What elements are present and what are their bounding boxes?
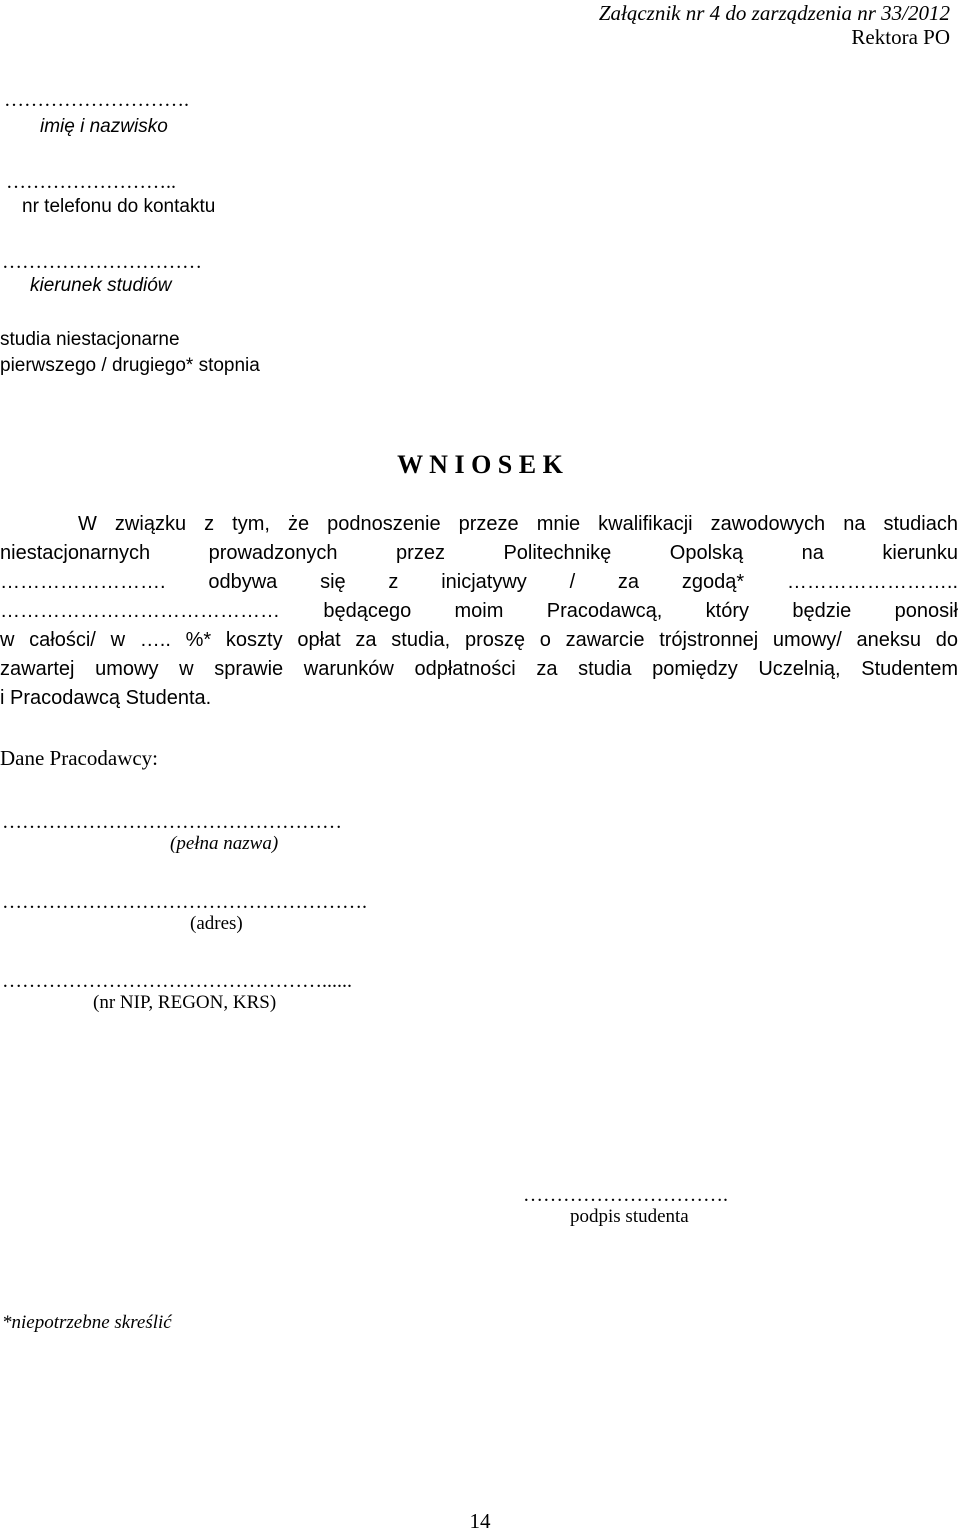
study-mode: studia niestacjonarne (0, 329, 180, 350)
page-number: 14 (469, 1509, 491, 1533)
paragraph-line: niestacjonarnych prowadzonych przez Politechnikę Opolską na kierunku (0, 542, 958, 564)
employer-name-label: (pełna nazwa) (170, 833, 279, 854)
paragraph-line: ……………………. odbywa się z inicjatywy / za zgodą* …………………….. (0, 571, 958, 593)
document-title: W N I O S E K (397, 450, 563, 479)
request-paragraph (0, 510, 958, 713)
study-level: pierwszego / drugiego* stopnia (0, 355, 260, 376)
signature-label: podpis studenta (570, 1206, 689, 1227)
footnote: *niepotrzebne skreślić (2, 1312, 172, 1333)
employer-address-dots[interactable]: ………………………………………………. (2, 891, 367, 913)
paragraph-line: W związku z tym, że podnoszenie przeze mnie kwalifikacji zawodowych na studiach (78, 513, 958, 535)
paragraph-line: …………………………………… będącego moim Pracodawcą, który będzie ponosił (0, 600, 958, 622)
name-field-label: imię i nazwisko (40, 116, 168, 137)
name-field-dots[interactable]: ………………………. (4, 89, 189, 111)
annex-reference: Załącznik nr 4 do zarządzenia nr 33/2012 (598, 1, 950, 25)
course-field-label: kierunek studiów (30, 275, 172, 296)
paragraph-line: w całości/ w ….. %* koszty opłat za studia, proszę o zawarcie trójstronnej umowy/ aneksu do (0, 629, 958, 651)
employer-ids-label: (nr NIP, REGON, KRS) (93, 992, 277, 1013)
phone-field-label: nr telefonu do kontaktu (22, 196, 216, 217)
employer-address-label: (adres) (190, 913, 243, 934)
employer-name-dots[interactable]: …………………………………………… (2, 811, 342, 833)
paragraph-line: i Pracodawcą Studenta. (0, 687, 212, 709)
signature-dots[interactable]: …………………………. (523, 1184, 728, 1206)
paragraph-line: zawartej umowy w sprawie warunków odpłatności za studia pomiędzy Uczelnią, Studentem (0, 658, 958, 680)
employer-heading: Dane Pracodawcy: (0, 746, 159, 770)
rector-reference: Rektora PO (851, 25, 950, 49)
phone-field-dots[interactable]: …………………….. (6, 171, 176, 193)
course-field-dots[interactable]: ………………………… (2, 251, 202, 273)
employer-ids-dots[interactable]: …………………………………………...... (2, 970, 352, 992)
